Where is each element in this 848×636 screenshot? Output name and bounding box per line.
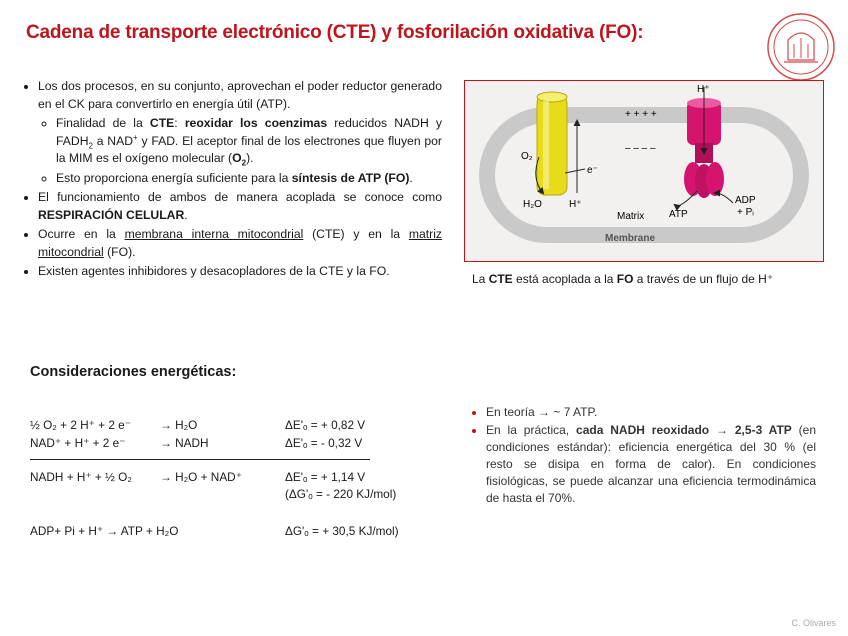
slide-title: Cadena de transporte electrónico (CTE) y fosforilación oxidativa (FO): [26,22,644,43]
considerations-title: Consideraciones energéticas: [30,364,237,380]
label-electron: e⁻ [587,165,598,176]
equation-divider [30,459,370,460]
bullet-practica: • En la práctica, cada NADH reoxidado → 2,5-3 ATP (en condiciones estándar): eficiencia energética del 30 % (el resto se disipa en forma de calor). En condiciones fisiológicas, se puede alcanzar una eficiencia termodinámica de hasta el 70%. [486,422,816,507]
eq2-mid: → NADH [160,436,209,450]
author-credit: C. Olivares [791,618,836,628]
university-seal-logo [766,12,836,82]
label-pi: + Pᵢ [737,207,754,218]
label-plus-signs: + + + + [625,109,657,120]
bullet-localizacion: • Ocurre en la membrana interna mitocondrial (CTE) y en la matriz mitocondrial (FO). [38,226,442,261]
bullet-respiracion: • El funcionamiento de ambos de manera acoplada se conoce como RESPIRACIÓN CELULAR. [38,189,442,224]
cte-fo-diagram [464,80,824,262]
eq1-left: ½ O₂ + 2 H⁺ + 2 e⁻ [30,418,131,432]
label-o2: O₂ [521,151,533,162]
bullet-energia-atp: ◦ Esto proporciona energía suficiente para la síntesis de ATP (FO). [56,170,442,188]
eq3-right: ΔE'ₒ = + 1,14 V [285,470,366,484]
eq3-left: NADH + H⁺ + ½ O₂ [30,470,132,484]
eq3-mid: → H₂O + NAD⁺ [160,470,242,484]
eq4-left: ADP+ Pi + H⁺ → ATP + H₂O [30,524,179,538]
eq3-right-dg: (ΔG'ₒ = - 220 KJ/mol) [285,487,397,501]
bullet-procesos: • Los dos procesos, en su conjunto, aprovechan el poder reductor generado en el CK para convertirlo en energía útil (ATP). ◦ Finalidad de la CTE: reoxidar los coenzimas reducidos NADH y $FADH_2$ a NAD+ y FAD. El aceptor final de los electrones que fluyen por la MIM es el oxígeno molecular $(O_2)$. ◦ Esto proporciona energía suficiente para la síntesis de ATP (FO). [38,78,442,187]
label-h2o: H₂O [523,199,542,210]
eq1-mid: → H₂O [160,418,198,432]
eq2-right: ΔE'ₒ = - 0,32 V [285,436,363,450]
energy-bullet-list [470,404,816,508]
bullet-teoria: • En teoría → ~ 7 ATP. [486,404,816,421]
label-h-plus-top: H⁺ [697,84,710,95]
eq2-left: NAD⁺ + H⁺ + 2 e⁻ [30,436,126,450]
eq4-right: ΔG'ₒ = + 30,5 KJ/mol) [285,524,399,538]
label-minus-signs: – – – – [625,143,656,154]
figure-caption: La CTE está acoplada a la FO a través de un flujo de H⁺ [472,272,774,286]
bullet-inhibidores: • Existen agentes inhibidores y desacopladores de la CTE y la FO. [38,263,442,281]
label-atp: ATP [669,209,688,220]
label-matrix: Matrix [617,211,645,222]
label-adp: ADP [735,195,756,206]
cte-protein-yellow [537,92,567,195]
label-membrane: Membrane [605,233,656,244]
bullet-finalidad-cte: ◦ Finalidad de la CTE: reoxidar los coenzimas reducidos NADH y $FADH_2$ a NAD+ y FAD. El aceptor final de los electrones que fluyen por la MIM es el oxígeno molecular $(O_2)$. [56,115,442,168]
eq1-right: ΔE'ₒ = + 0,82 V [285,418,366,432]
main-bullet-list [22,78,442,283]
label-h-plus-bottom: H⁺ [569,199,582,210]
